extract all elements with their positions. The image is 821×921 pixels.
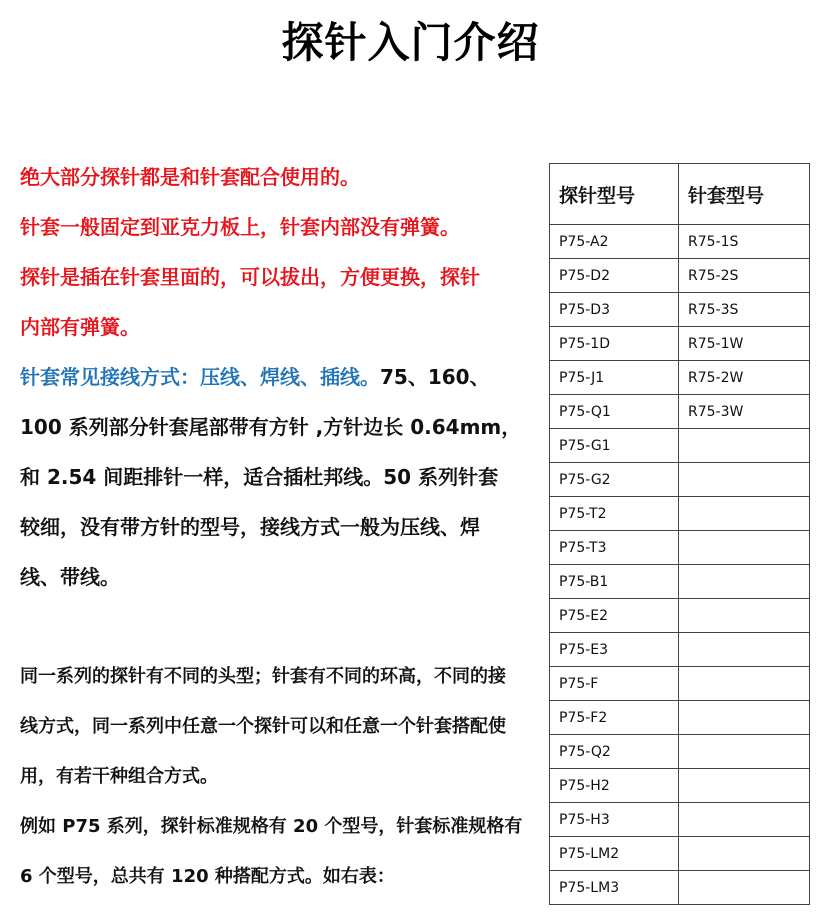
table-row [550,497,810,531]
table-row [550,769,810,803]
probe-cell: P75-Q1 [550,395,679,429]
socket-cell [679,565,810,599]
table-row [550,293,810,327]
socket-cell [679,701,810,735]
table-row [550,463,810,497]
spacer [20,602,555,652]
probe-cell: P75-1D [550,327,679,361]
intro-line-9: 线、带线。 [20,565,120,589]
series-list: 75、160、 [380,365,490,389]
probe-cell: P75-T2 [550,497,679,531]
socket-cell [679,429,810,463]
table-row [550,531,810,565]
socket-cell [679,599,810,633]
intro-text [20,152,555,902]
table-row [550,599,810,633]
intro-line-8: 较细，没有带方针的型号，接线方式一般为压线、焊 [20,515,480,539]
probe-cell: P75-LM2 [550,837,679,871]
probe-cell: P75-F2 [550,701,679,735]
table-header-row [550,164,810,225]
table-row [550,701,810,735]
table-row [550,395,810,429]
socket-cell: R75-1W [679,327,810,361]
probe-cell: P75-T3 [550,531,679,565]
table-row [550,327,810,361]
combo-line-3: 用，有若干种组合方式。 [20,766,218,787]
socket-cell [679,837,810,871]
probe-cell: P75-G1 [550,429,679,463]
socket-cell [679,871,810,905]
model-table-grid [549,163,810,905]
socket-cell [679,667,810,701]
socket-cell: R75-1S [679,225,810,259]
intro-line-4: 内部有弹簧。 [20,315,140,339]
socket-cell: R75-2W [679,361,810,395]
table-row [550,361,810,395]
socket-cell [679,803,810,837]
probe-cell: P75-LM3 [550,871,679,905]
socket-cell [679,497,810,531]
socket-cell [679,531,810,565]
probe-cell: P75-E2 [550,599,679,633]
intro-line-6: 100 系列部分针套尾部带有方针 ,方针边长 0.64mm， [20,415,522,439]
socket-cell [679,735,810,769]
probe-cell: P75-B1 [550,565,679,599]
intro-line-3: 探针是插在针套里面的，可以拔出，方便更换，探针 [20,265,480,289]
table-row [550,837,810,871]
wiring-methods: 针套常见接线方式：压线、焊线、插线。 [20,365,380,389]
combo-line-5: 6 个型号，总共有 120 种搭配方式。如右表： [20,866,395,887]
probe-cell: P75-H3 [550,803,679,837]
probe-cell: P75-Q2 [550,735,679,769]
probe-cell: P75-E3 [550,633,679,667]
table-row [550,871,810,905]
combo-line-1: 同一系列的探针有不同的头型；针套有不同的环高，不同的接 [20,666,506,687]
probe-cell: P75-H2 [550,769,679,803]
model-table [549,163,809,905]
header-probe-model: 探针型号 [550,164,679,225]
socket-cell: R75-2S [679,259,810,293]
table-row [550,429,810,463]
socket-cell: R75-3W [679,395,810,429]
socket-cell [679,633,810,667]
table-row [550,259,810,293]
probe-cell: P75-J1 [550,361,679,395]
probe-cell: P75-D3 [550,293,679,327]
header-socket-model: 针套型号 [679,164,810,225]
table-row [550,565,810,599]
table-row [550,667,810,701]
page-title: 探针入门介绍 [281,18,540,67]
probe-cell: P75-D2 [550,259,679,293]
table-row [550,803,810,837]
probe-cell: P75-A2 [550,225,679,259]
socket-cell: R75-3S [679,293,810,327]
socket-cell [679,463,810,497]
combo-line-4: 例如 P75 系列，探针标准规格有 20 个型号，针套标准规格有 [20,816,523,837]
table-row [550,225,810,259]
combo-line-2: 线方式，同一系列中任意一个探针可以和任意一个针套搭配使 [20,716,506,737]
intro-line-1: 绝大部分探针都是和针套配合使用的。 [20,165,360,189]
intro-line-7: 和 2.54 间距排针一样，适合插杜邦线。50 系列针套 [20,465,499,489]
intro-line-5 [20,352,555,402]
socket-cell [679,769,810,803]
probe-cell: P75-G2 [550,463,679,497]
probe-cell: P75-F [550,667,679,701]
table-row [550,735,810,769]
intro-line-2: 针套一般固定到亚克力板上，针套内部没有弹簧。 [20,215,460,239]
table-row [550,633,810,667]
